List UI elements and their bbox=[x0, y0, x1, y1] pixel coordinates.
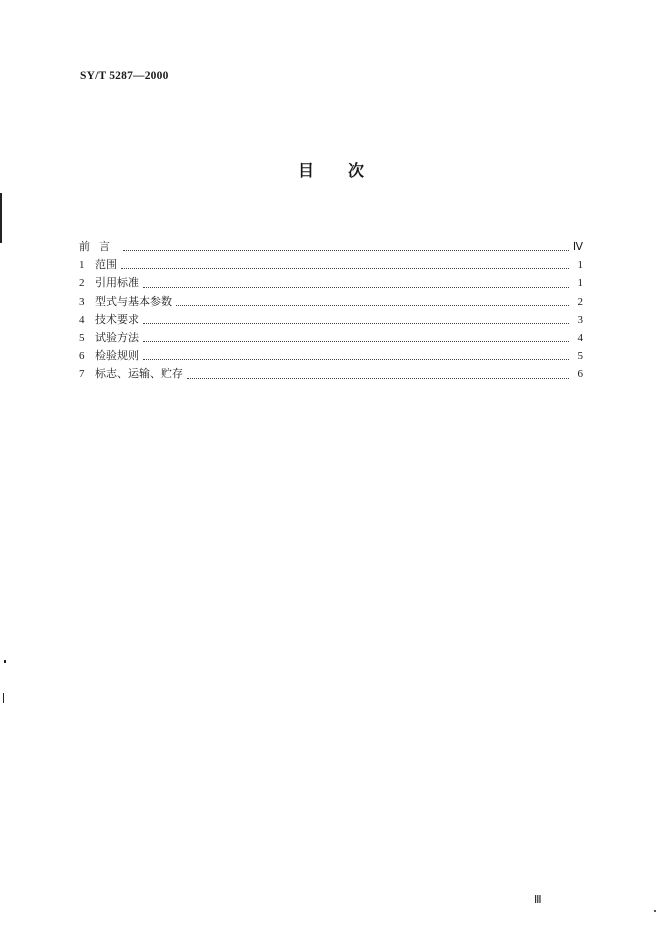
toc-entry-page: 1 bbox=[577, 277, 583, 290]
toc-entry-3[interactable] bbox=[79, 293, 583, 311]
toc-entry-page: 5 bbox=[577, 350, 583, 363]
toc-entry-page: 6 bbox=[577, 368, 583, 381]
toc-leader-dots bbox=[123, 250, 569, 251]
toc-entry-number: 5 bbox=[79, 331, 85, 344]
toc-entry-page: Ⅳ bbox=[572, 241, 583, 253]
toc-entry-title: 前言 bbox=[79, 240, 119, 253]
standard-code: SY/T 5287—2000 bbox=[80, 70, 169, 82]
toc-leader-dots bbox=[187, 378, 569, 379]
title-char-2: 次 bbox=[348, 161, 365, 180]
toc-entry-title: 技术要求 bbox=[95, 312, 139, 326]
title-char-1: 目 bbox=[297, 161, 314, 180]
toc-entry-7[interactable] bbox=[79, 365, 583, 383]
toc-leader-dots bbox=[143, 341, 569, 342]
toc-entry-title: 引用标准 bbox=[95, 276, 139, 290]
toc-entry-4[interactable] bbox=[79, 311, 583, 329]
toc-entry-title: 标志、运输、贮存 bbox=[95, 367, 183, 381]
toc-entry-title: 检验规则 bbox=[95, 349, 139, 363]
toc-entry-5[interactable] bbox=[79, 329, 583, 347]
toc-leader-dots bbox=[121, 268, 569, 269]
toc-leader-dots bbox=[143, 359, 569, 360]
toc-leader-dots bbox=[143, 323, 569, 324]
toc-leader-dots bbox=[143, 287, 569, 288]
toc-leader-dots bbox=[176, 305, 569, 306]
toc-entry-number: 2 bbox=[79, 277, 85, 290]
toc-entry-page: 2 bbox=[577, 295, 583, 308]
toc-entry-6[interactable] bbox=[79, 347, 583, 365]
scan-edge-mark bbox=[0, 193, 2, 243]
toc-entry-page: 3 bbox=[577, 313, 583, 326]
toc-entry-title: 范围 bbox=[95, 258, 117, 272]
toc-entry-number: 4 bbox=[79, 313, 85, 326]
toc-entry-2[interactable] bbox=[79, 274, 583, 292]
toc-entry-preface[interactable] bbox=[79, 238, 583, 256]
scan-speck bbox=[654, 910, 656, 912]
toc-entry-number: 7 bbox=[79, 368, 85, 381]
toc-entry-page: 4 bbox=[577, 331, 583, 344]
page-number: Ⅲ bbox=[534, 894, 541, 906]
page-title bbox=[0, 158, 662, 181]
scan-edge-mark bbox=[4, 660, 6, 663]
toc-entry-title: 型式与基本参数 bbox=[95, 294, 172, 308]
toc-entry-page: 1 bbox=[577, 259, 583, 272]
toc-entry-number: 3 bbox=[79, 295, 85, 308]
toc-entry-number: 1 bbox=[79, 259, 85, 272]
toc-entry-title: 试验方法 bbox=[95, 330, 139, 344]
table-of-contents bbox=[79, 238, 583, 384]
toc-entry-1[interactable] bbox=[79, 256, 583, 274]
toc-entry-number: 6 bbox=[79, 350, 85, 363]
scan-edge-mark bbox=[3, 693, 4, 703]
